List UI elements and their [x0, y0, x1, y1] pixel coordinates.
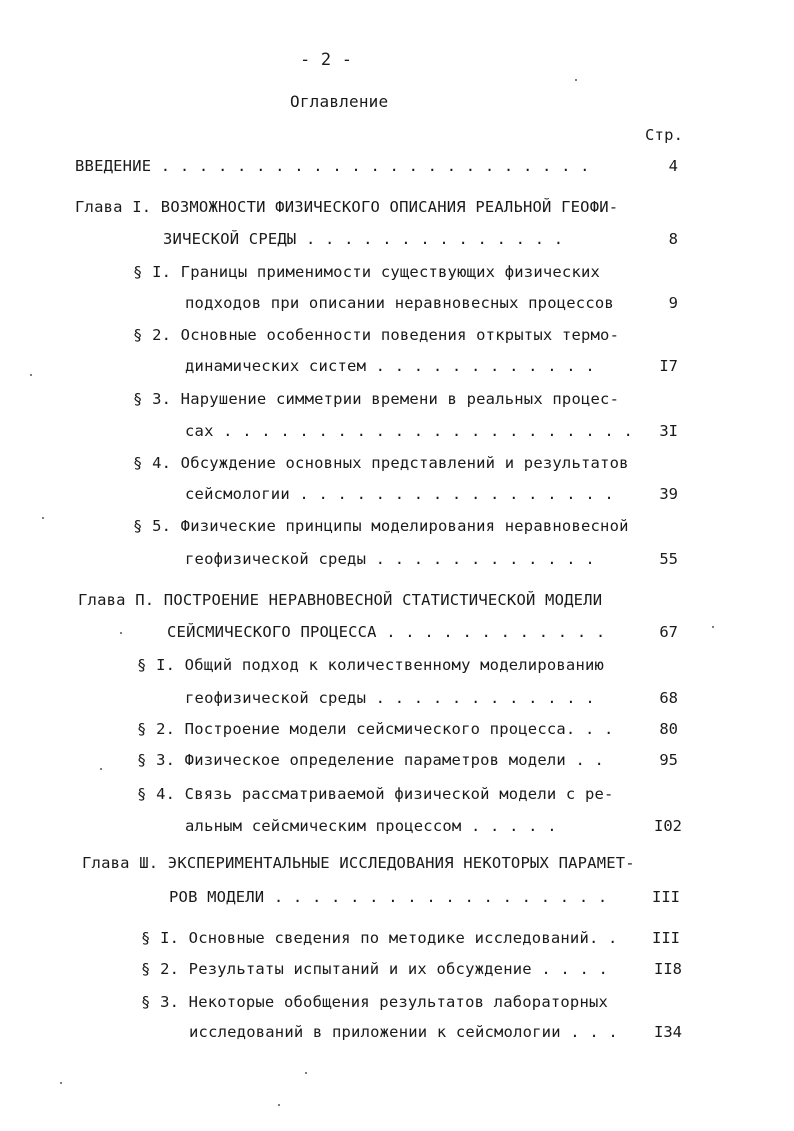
toc-line-3-1: § I. Основные сведения по методике исследований. .	[141, 929, 618, 947]
toc-page-1-4: 39	[659, 485, 678, 503]
toc-page-1-2: I7	[659, 357, 678, 375]
toc-page-2-4: I02	[654, 817, 682, 835]
toc-page-chapter1: 8	[668, 230, 678, 248]
toc-line-1-5-cont: геофизической среды . . . . . . . . . . . .	[185, 550, 595, 568]
scan-speck	[30, 374, 32, 376]
toc-line-1-5: § 5. Физические принципы моделирования неравновесной	[133, 517, 629, 535]
toc-line-2-3: § 3. Физическое определение параметров модели . .	[137, 751, 605, 769]
toc-line-1-2: § 2. Основные особенности поведения открытых термо-	[133, 326, 620, 344]
toc-line-1-2-cont: динамических систем . . . . . . . . . . . .	[185, 357, 595, 375]
toc-line-3-3-cont: исследований в приложении к сейсмологии . . .	[189, 1023, 618, 1041]
toc-page-2-3: 95	[659, 751, 678, 769]
toc-page-3-2: II8	[654, 960, 682, 978]
scan-speck	[575, 79, 577, 81]
toc-line-2-2: § 2. Построение модели сейсмического процесса. . .	[137, 720, 614, 738]
toc-line-2-4: § 4. Связь рассматриваемой физической модели с ре-	[137, 785, 614, 803]
toc-page-1-1: 9	[668, 294, 678, 312]
toc-line-chapter2: Глава П. ПОСТРОЕНИЕ НЕРАВНОВЕСНОЙ СТАТИСТИЧЕСКОЙ МОДЕЛИ	[78, 591, 603, 609]
toc-line-chapter1-cont: ЗИЧЕСКОЙ СРЕДЫ . . . . . . . . . . . . . .	[163, 230, 564, 248]
scan-speck	[278, 1104, 280, 1106]
toc-line-chapter1: Глава I. ВОЗМОЖНОСТИ ФИЗИЧЕСКОГО ОПИСАНИЯ РЕАЛЬНОЙ ГЕОФИ-	[75, 198, 619, 216]
toc-line-1-3: § 3. Нарушение симметрии времени в реальных процес-	[133, 390, 620, 408]
toc-line-1-4: § 4. Обсуждение основных представлений и результатов	[133, 454, 629, 472]
toc-page-3-3: I34	[654, 1023, 682, 1041]
toc-line-1-3-cont: сах . . . . . . . . . . . . . . . . . . . . . .	[185, 422, 633, 440]
toc-line-chapter3: Глава Ш. ЭКСПЕРИМЕНТАЛЬНЫЕ ИССЛЕДОВАНИЯ НЕКОТОРЫХ ПАРАМЕТ-	[82, 854, 635, 872]
toc-line-2-1: § I. Общий подход к количественному моделированию	[137, 656, 605, 674]
toc-line-2-1-cont: геофизической среды . . . . . . . . . . . .	[185, 689, 595, 707]
toc-page-2-2: 80	[659, 720, 678, 738]
toc-page-1-3: 3I	[659, 422, 678, 440]
scan-speck	[100, 768, 102, 770]
toc-line-1-4-cont: сейсмологии . . . . . . . . . . . . . . . . .	[185, 485, 614, 503]
scan-speck	[712, 626, 714, 628]
scan-speck	[60, 1082, 62, 1084]
toc-line-1-1: § I. Границы применимости существующих физических	[133, 263, 601, 281]
scan-speck	[42, 517, 44, 519]
toc-page-1-5: 55	[659, 550, 678, 568]
scan-speck	[120, 632, 122, 634]
toc-page-chapter3: III	[652, 888, 680, 906]
scan-speck	[305, 1072, 307, 1074]
page-title: Оглавление	[290, 92, 389, 111]
toc-line-3-3: § 3. Некоторые обобщения результатов лабораторных	[141, 993, 609, 1011]
page-number: - 2 -	[300, 50, 353, 70]
toc-line-1-1-cont: подходов при описании неравновесных процессов	[185, 294, 614, 312]
toc-page-intro: 4	[668, 157, 678, 175]
page-column-label: Стр.	[645, 126, 684, 144]
toc-page-3-1: III	[652, 929, 680, 947]
toc-line-chapter3-cont: РОВ МОДЕЛИ . . . . . . . . . . . . . . . . . .	[169, 888, 608, 906]
toc-line-chapter2-cont: СЕЙСМИЧЕСКОГО ПРОЦЕССА . . . . . . . . . . . .	[167, 623, 606, 641]
toc-page-2-1: 68	[659, 689, 678, 707]
toc-page-chapter2: 67	[659, 623, 678, 641]
toc-line-intro: ВВЕДЕНИЕ . . . . . . . . . . . . . . . . . . . . . . .	[75, 157, 590, 175]
toc-line-2-4-cont: альным сейсмическим процессом . . . . .	[185, 817, 557, 835]
toc-line-3-2: § 2. Результаты испытаний и их обсуждение . . . .	[141, 960, 609, 978]
